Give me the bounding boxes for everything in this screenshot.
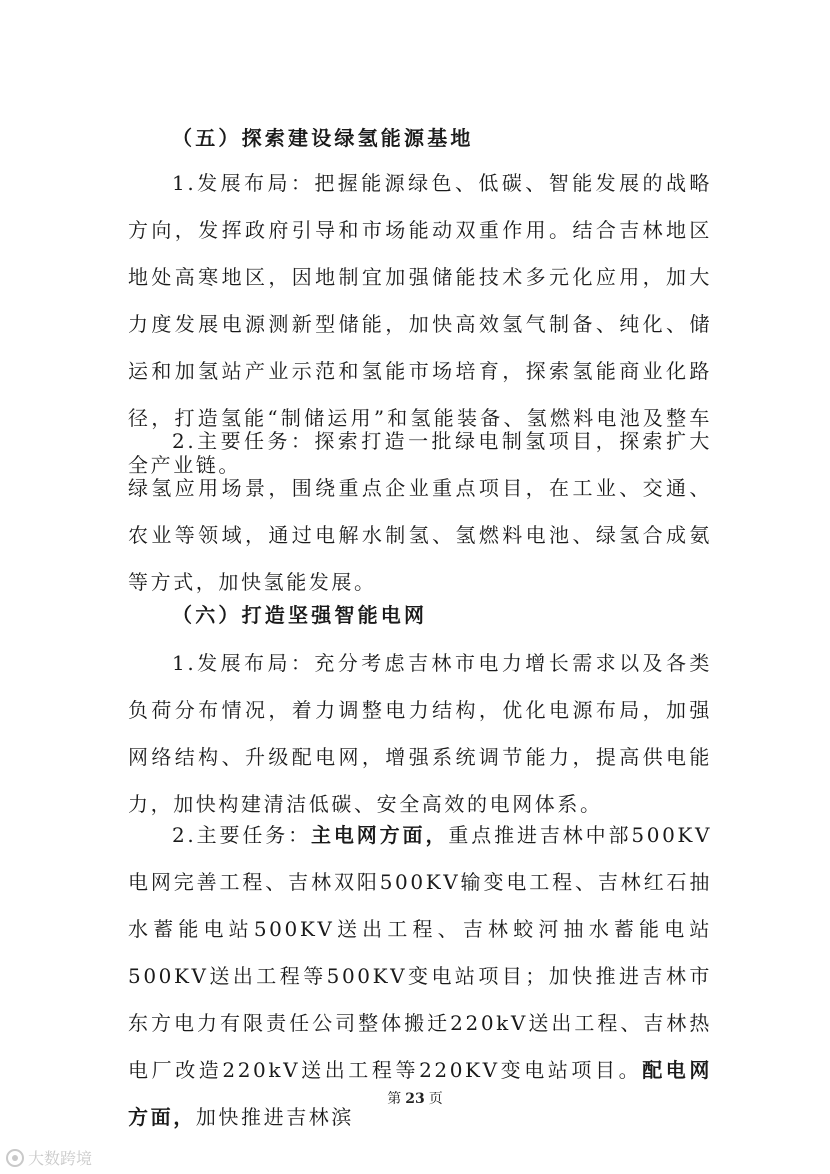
paragraph-tasks-5: 2.主要任务：探索打造一批绿电制氢项目，探索扩大绿氢应用场景，围绕重点企业重点项目，在工业、交通、农业等领域，通过电解水制氢、氢燃料电池、绿氢合成氨等方式，加快氢能发展。 (128, 429, 712, 594)
watermark-text: 大数跨境 (28, 1149, 93, 1168)
page-prefix: 第 (387, 1091, 402, 1107)
main-grid-text: 重点推进吉林中部500KV电网完善工程、吉林双阳500KV输变电工程、吉林红石抽水蓄能电站500KV送出工程、吉林蛟河抽水蓄能电站500KV送出工程等500KV变电站项目；加快推进吉林市东方电力有限责任公司整体搬迁220kV送出工程、吉林热电厂改造220kV送出工程等220KV变电站项目。 (128, 823, 712, 1082)
watermark (6, 1146, 92, 1169)
paragraph-layout-5: 1.发展布局：把握能源绿色、低碳、智能发展的战略方向，发挥政府引导和市场能动双重作用。结合吉林地区地处高寒地区，因地制宜加强储能技术多元化应用，加大力度发展电源测新型储能，加快高效氢气制备、纯化、储运和加氢站产业示范和氢能市场培育，探索氢能商业化路径，打造氢能“制储运用”和氢能装备、氢燃料电池及整车全产业链。 (128, 171, 712, 477)
section-heading-5: （五）探索建设绿氢能源基地 (172, 126, 474, 150)
distribution-grid-label: 配电网方面， (128, 1058, 712, 1129)
distribution-grid-text: 加快推进吉林滨 (195, 1105, 355, 1129)
page-suffix: 页 (428, 1091, 443, 1107)
paragraph-layout-6: 1.发展布局：充分考虑吉林市电力增长需求以及各类负荷分布情况，着力调整电力结构，优化电源布局，加强网络结构、升级配电网，增强系统调节能力，提高供电能力，加快构建清洁低碳、安全高效的电网体系。 (128, 651, 712, 816)
page-footer (0, 1088, 830, 1108)
page-number: 23 (405, 1091, 425, 1107)
tasks-prefix: 2.主要任务： (172, 823, 312, 847)
section-heading-6: （六）打造坚强智能电网 (172, 603, 428, 627)
main-grid-label: 主电网方面， (311, 823, 449, 847)
brand-logo-icon (6, 1149, 24, 1167)
